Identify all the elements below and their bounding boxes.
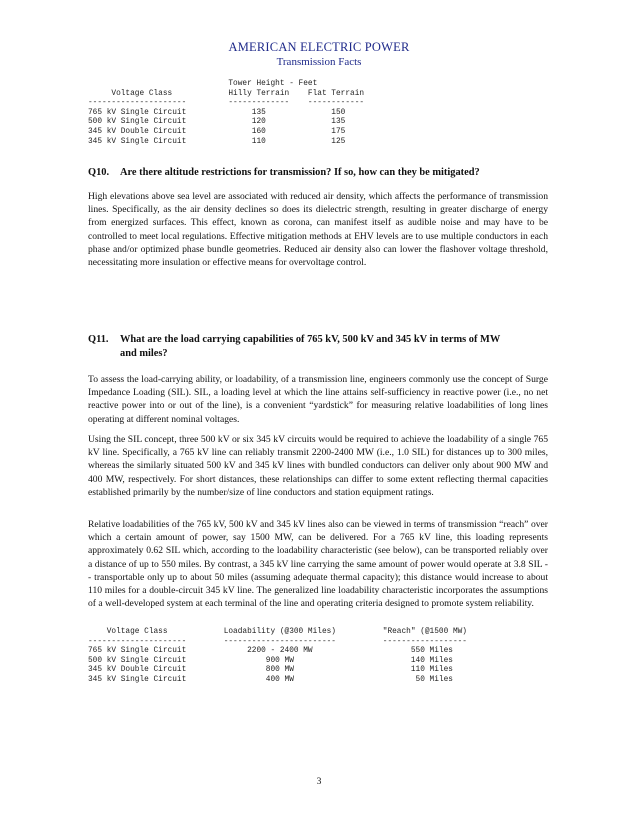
answer-q10: High elevations above sea level are associated with reduced air density, which affects the performance of transmission lines. Specifically, as the air density declines so does its dielectric strength, resulting in greater discharge of energy from energized surfaces. This effect, known as corona, can manifest itself as audible noise and may have to be controlled to meet local regulations. Effective mitigation methods at EHV levels are to use multiple conductors in each phase and/or optimized phase bundle geometries. Reduced air density also can lower the flashover voltage threshold, necessitating more insulation or effective means for overvoltage control. [88,191,548,269]
table-row: Tower Height - Feet [228,80,318,88]
table-row: 765 kV Single Circuit 135 150 [88,108,346,117]
table-row: --------------------- ------------- ------------ [88,99,365,108]
question-text-line1: What are the load carrying capabilities of 765 kV, 500 kV and 345 kV in terms of MW [120,334,501,345]
document-subtitle: Transmission Facts [276,56,362,68]
question-text-line2: and miles? [120,348,168,359]
table-row: 500 kV Single Circuit 120 135 [88,118,346,127]
table-row: 345 kV Single Circuit 110 125 [88,137,346,146]
answer-q11-paragraph-2: Using the SIL concept, three 500 kV or six 345 kV circuits would be required to achieve the loadability of a single 765 kV line. Specifically, a 765 kV line can reliably transmit 2200-2400 MW (i.e., 1.0 SIL) for distances up to 300 miles, whereas the similarly situated 500 kV and 345 kV lines with bundled conductors can deliver only about 900 MW and 400 MW, respectively. For short distances, these relationships can differ to some extent reflecting thermal capacities established primarily by the number/size of line conductors and station equipment ratings. [88,434,548,498]
question-number: Q10. [88,167,110,178]
answer-q11-paragraph-3: Relative loadabilities of the 765 kV, 500 kV and 345 kV lines also can be viewed in terms of transmission “reach” over which a certain amount of power, say 1500 MW, can be delivered. For a 765 kV line, this loading represents approximately 0.62 SIL which, according to the loadability characteristic (see below), can be transported reliably over a distance of up to 550 miles. By contrast, a 345 kV line carrying the same amount of power would operate at 3.8 SIL -- transportable only up to about 50 miles (assuming adequate thermal capacity); this distance would increase to about 110 miles for a double-circuit 345 kV line. The generalized line loadability characteristic incorporates the assumptions of a well-developed system at each terminal of the line and operating criteria designed to promote system reliability. [88,519,548,610]
table-row: 345 kV Single Circuit 400 MW 50 Miles [88,675,453,684]
company-header: AMERICAN ELECTRIC POWER [228,40,410,54]
question-number: Q11. [88,334,109,345]
table-row: --------------------- ------------------------ ------------------ [88,637,467,646]
question-text: Are there altitude restrictions for transmission? If so, how can they be mitigated? [120,167,480,178]
table-row: 345 kV Double Circuit 160 175 [88,127,346,136]
tower-height-table [88,80,364,147]
question-q11 [88,333,548,361]
page-number: 3 [316,776,322,787]
table-row: Voltage Class Hilly Terrain Flat Terrain [111,89,365,98]
table-row: 345 kV Double Circuit 800 MW 110 Miles [88,666,453,675]
table-row: 500 kV Single Circuit 900 MW 140 Miles [88,656,453,665]
table-row: 765 kV Single Circuit 2200 - 2400 MW 550 Miles [88,647,453,656]
question-q10 [88,166,548,180]
table-row: Voltage Class Loadability (@300 Miles) "Reach" (@1500 MW) [106,628,467,636]
answer-q11-paragraph-1: To assess the load-carrying ability, or loadability, of a transmission line, engineers commonly use the concept of Surge Impedance Loading (SIL). SIL, a loading level at which the line attains self-sufficiency in reactive power (i.e., no net reactive power into or out of the line), is a convenient “yardstick” for measuring relative loadabilities of long lines operating at different nominal voltages. [88,374,548,425]
loadability-table [88,628,467,686]
